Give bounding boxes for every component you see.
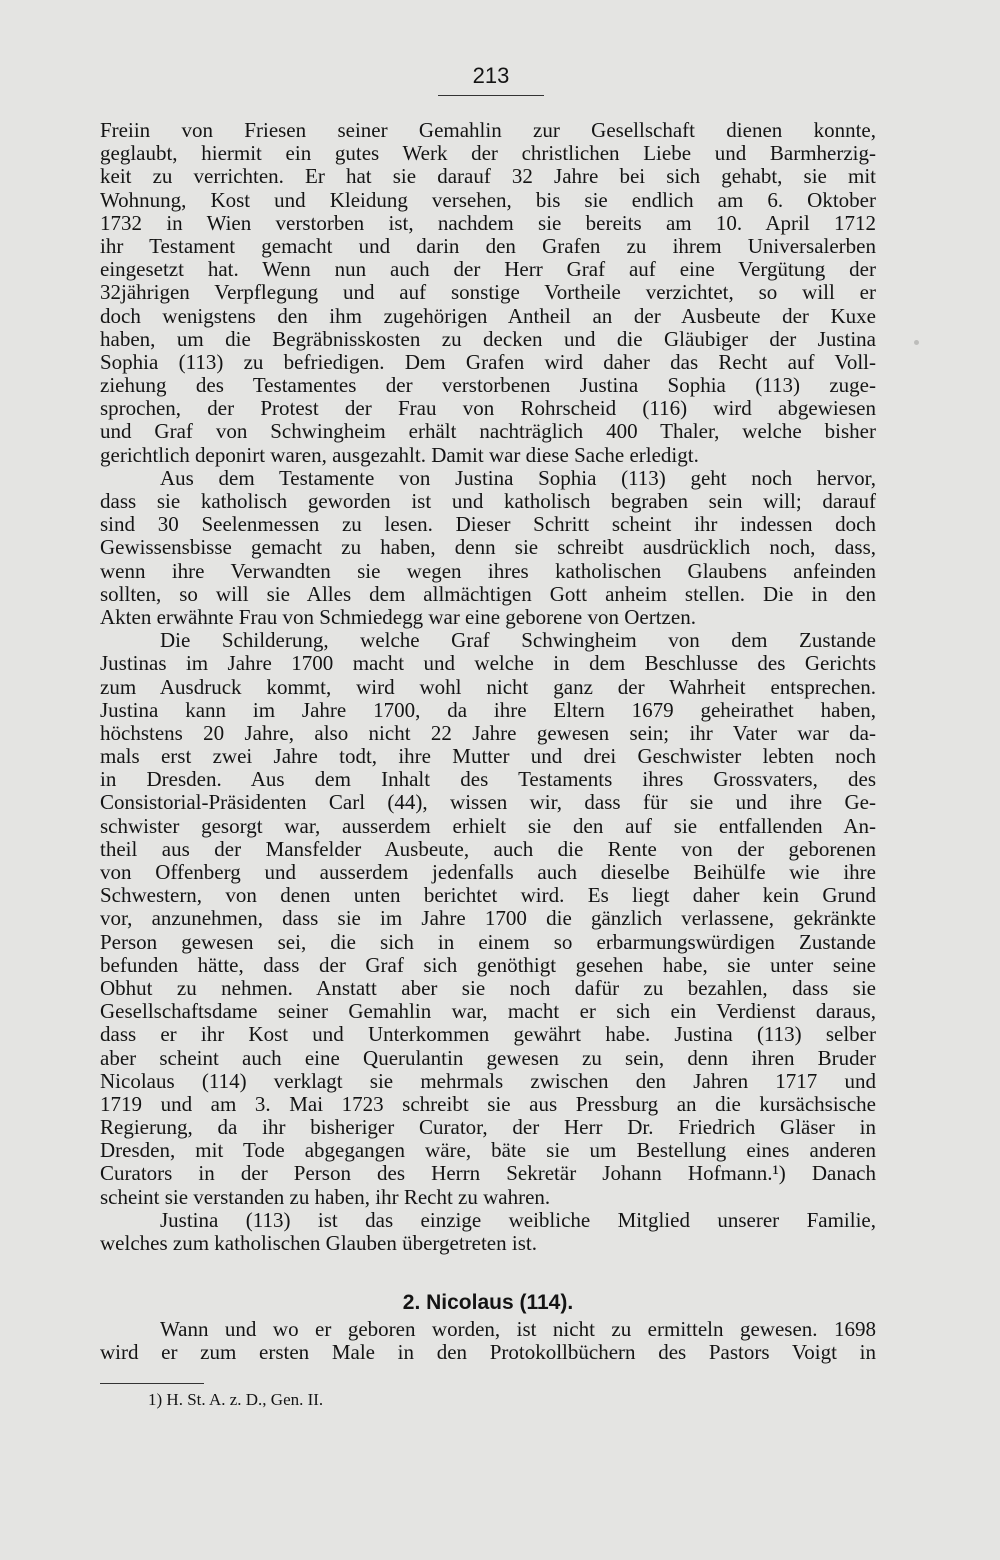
text-line: höchstens 20 Jahre, also nicht 22 Jahre gewesen sein; ihr Vater war da- bbox=[100, 720, 876, 745]
text-line: ziehung des Testamentes der verstorbenen Justina Sophia (113) zuge- bbox=[100, 373, 876, 398]
text-line: aber scheint auch eine Querulantin gewesen zu sein, denn ihren Bruder bbox=[100, 1045, 876, 1070]
page-number: 213 bbox=[472, 63, 510, 88]
text-line: Wann und wo er geboren worden, ist nicht zu ermitteln gewesen. 1698 bbox=[160, 1317, 876, 1341]
text-line: dass er ihr Kost und Unterkommen gewährt habe. Justina (113) selber bbox=[100, 1022, 876, 1047]
text-line: sollten, so will sie Alles dem allmächtigen Gott anheim stellen. Die in den bbox=[100, 581, 876, 606]
text-line: Justina kann im Jahre 1700, da ihre Eltern 1679 geheirathet haben, bbox=[100, 697, 876, 722]
text-line: sprochen, der Protest der Frau von Rohrscheid (116) wird abgewiesen bbox=[100, 396, 876, 421]
text-line: wird er zum ersten Male in den Protokollbüchern des Pastors Voigt in bbox=[100, 1340, 876, 1365]
text-line: Person gewesen sei, die sich in einem so erbarmungswürdigen Zustande bbox=[100, 929, 876, 954]
text-line: Gesellschaftsdame seiner Gemahlin war, macht er sich ein Verdienst daraus, bbox=[100, 999, 876, 1024]
text-line: mals erst zwei Jahre todt, ihre Mutter und drei Geschwister lebten noch bbox=[100, 744, 876, 769]
footnote bbox=[148, 1389, 323, 1411]
page-number-rule bbox=[438, 95, 544, 96]
text-line: Dresden, mit Tode abgegangen wäre, bäte sie um Bestellung eines anderen bbox=[100, 1138, 876, 1163]
footnote-marker: 1) bbox=[148, 1390, 163, 1409]
text-line: gerichtlich deponirt waren, ausgezahlt. Damit war diese Sache erledigt. bbox=[100, 442, 699, 467]
text-line: und Graf von Schwingheim erhält nachträglich 400 Thaler, welche bisher bbox=[100, 419, 876, 444]
text-line: 1719 und am 3. Mai 1723 schreibt sie aus Pressburg an die kursächsische bbox=[100, 1091, 876, 1116]
text-line: Consistorial-Präsidenten Carl (44), wissen wir, dass für sie und ihre Ge- bbox=[100, 790, 876, 815]
footnote-rule bbox=[100, 1383, 204, 1384]
body-text bbox=[100, 119, 876, 1255]
text-line: vor, anzunehmen, dass sie im Jahre 1700 die gänzlich verlassene, gekränkte bbox=[100, 906, 876, 931]
text-line: 1732 in Wien verstorben ist, nachdem sie bereits am 10. April 1712 bbox=[100, 210, 876, 235]
text-line: Gewissensbisse gemacht zu haben, denn sie schreibt ausdrücklich noch, dass, bbox=[100, 535, 876, 560]
text-line: schwister gesorgt war, ausserdem erhielt sie den auf sie entfallenden An- bbox=[100, 813, 876, 838]
text-line: Regierung, da ihr bisheriger Curator, der Herr Dr. Friedrich Gläser in bbox=[100, 1115, 876, 1140]
text-line: Curators in der Person des Herrn Sekretär Johann Hofmann.¹) Danach bbox=[100, 1161, 876, 1186]
text-line: dass sie katholisch geworden ist und katholisch begraben sein will; darauf bbox=[100, 489, 876, 513]
text-line: Akten erwähnte Frau von Schmiedegg war eine geborene von Oertzen. bbox=[100, 604, 696, 629]
text-line: scheint sie verstanden zu haben, ihr Recht zu wahren. bbox=[100, 1184, 551, 1209]
text-line: doch wenigstens den ihm zugehörigen Antheil an der Ausbeute der Kuxe bbox=[100, 303, 876, 328]
text-line: zum Ausdruck kommt, wird wohl nicht ganz der Wahrheit entsprechen. bbox=[100, 674, 876, 699]
text-line: Die Schilderung, welche Graf Schwingheim von dem Zustande bbox=[160, 628, 876, 653]
text-line: von Offenberg und ausserdem jedenfalls auch dieselbe Beihülfe wie ihre bbox=[100, 860, 876, 884]
text-line: Justinas im Jahre 1700 macht und welche in dem Beschlusse des Gerichts bbox=[100, 651, 876, 676]
body-text-continued bbox=[100, 1318, 876, 1364]
footnote-text: H. St. A. z. D., Gen. II. bbox=[166, 1390, 324, 1409]
text-line: befunden hätte, dass der Graf sich genöthigt gesehen habe, sie unter seine bbox=[100, 952, 876, 977]
text-line: Justina (113) ist das einzige weibliche Mitglied unserer Familie, bbox=[160, 1207, 876, 1232]
text-line: theil aus der Mansfelder Ausbeute, auch die Rente von der geborenen bbox=[100, 836, 876, 861]
text-line: Obhut zu nehmen. Anstatt aber sie noch dafür zu bezahlen, dass sie bbox=[100, 975, 876, 1000]
text-line: in Dresden. Aus dem Inhalt des Testaments ihres Grossvaters, des bbox=[100, 767, 876, 792]
text-line: haben, um die Begräbnisskosten zu decken und die Gläubiger der Justina bbox=[100, 326, 876, 351]
text-line: Wohnung, Kost und Kleidung versehen, bis sie endlich am 6. Oktober bbox=[100, 187, 876, 212]
text-line: ihr Testament gemacht und darin den Grafen zu ihrem Universalerben bbox=[100, 233, 876, 258]
text-line: welches zum katholischen Glauben übergetreten ist. bbox=[100, 1231, 537, 1255]
text-line: eingesetzt hat. Wenn nun auch der Herr Graf auf eine Vergütung der bbox=[100, 257, 876, 282]
text-line: Schwestern, von denen unten berichtet wird. Es liegt daher kein Grund bbox=[100, 883, 876, 908]
text-line: Sophia (113) zu befriedigen. Dem Grafen wird daher das Recht auf Voll- bbox=[100, 349, 876, 374]
text-line: Aus dem Testamente von Justina Sophia (113) geht noch hervor, bbox=[160, 465, 876, 490]
section-heading: 2. Nicolaus (114). bbox=[402, 1291, 574, 1314]
text-line: geglaubt, hiermit ein gutes Werk der christlichen Liebe und Barmherzig- bbox=[100, 141, 876, 166]
margin-mark bbox=[914, 340, 919, 345]
text-line: Freiin von Friesen seiner Gemahlin zur Gesellschaft dienen konnte, bbox=[100, 118, 876, 142]
text-line: sind 30 Seelenmessen zu lesen. Dieser Schritt scheint ihr indessen doch bbox=[100, 512, 876, 537]
text-line: keit zu verrichten. Er hat sie darauf 32 Jahre bei sich gehabt, sie mit bbox=[100, 164, 876, 189]
text-line: wenn ihre Verwandten sie wegen ihres katholischen Glaubens anfeinden bbox=[100, 558, 876, 583]
text-line: 32jährigen Verpflegung und auf sonstige Vortheile verzichtet, so will er bbox=[100, 280, 876, 305]
text-line: Nicolaus (114) verklagt sie mehrmals zwischen den Jahren 1717 und bbox=[100, 1068, 876, 1093]
